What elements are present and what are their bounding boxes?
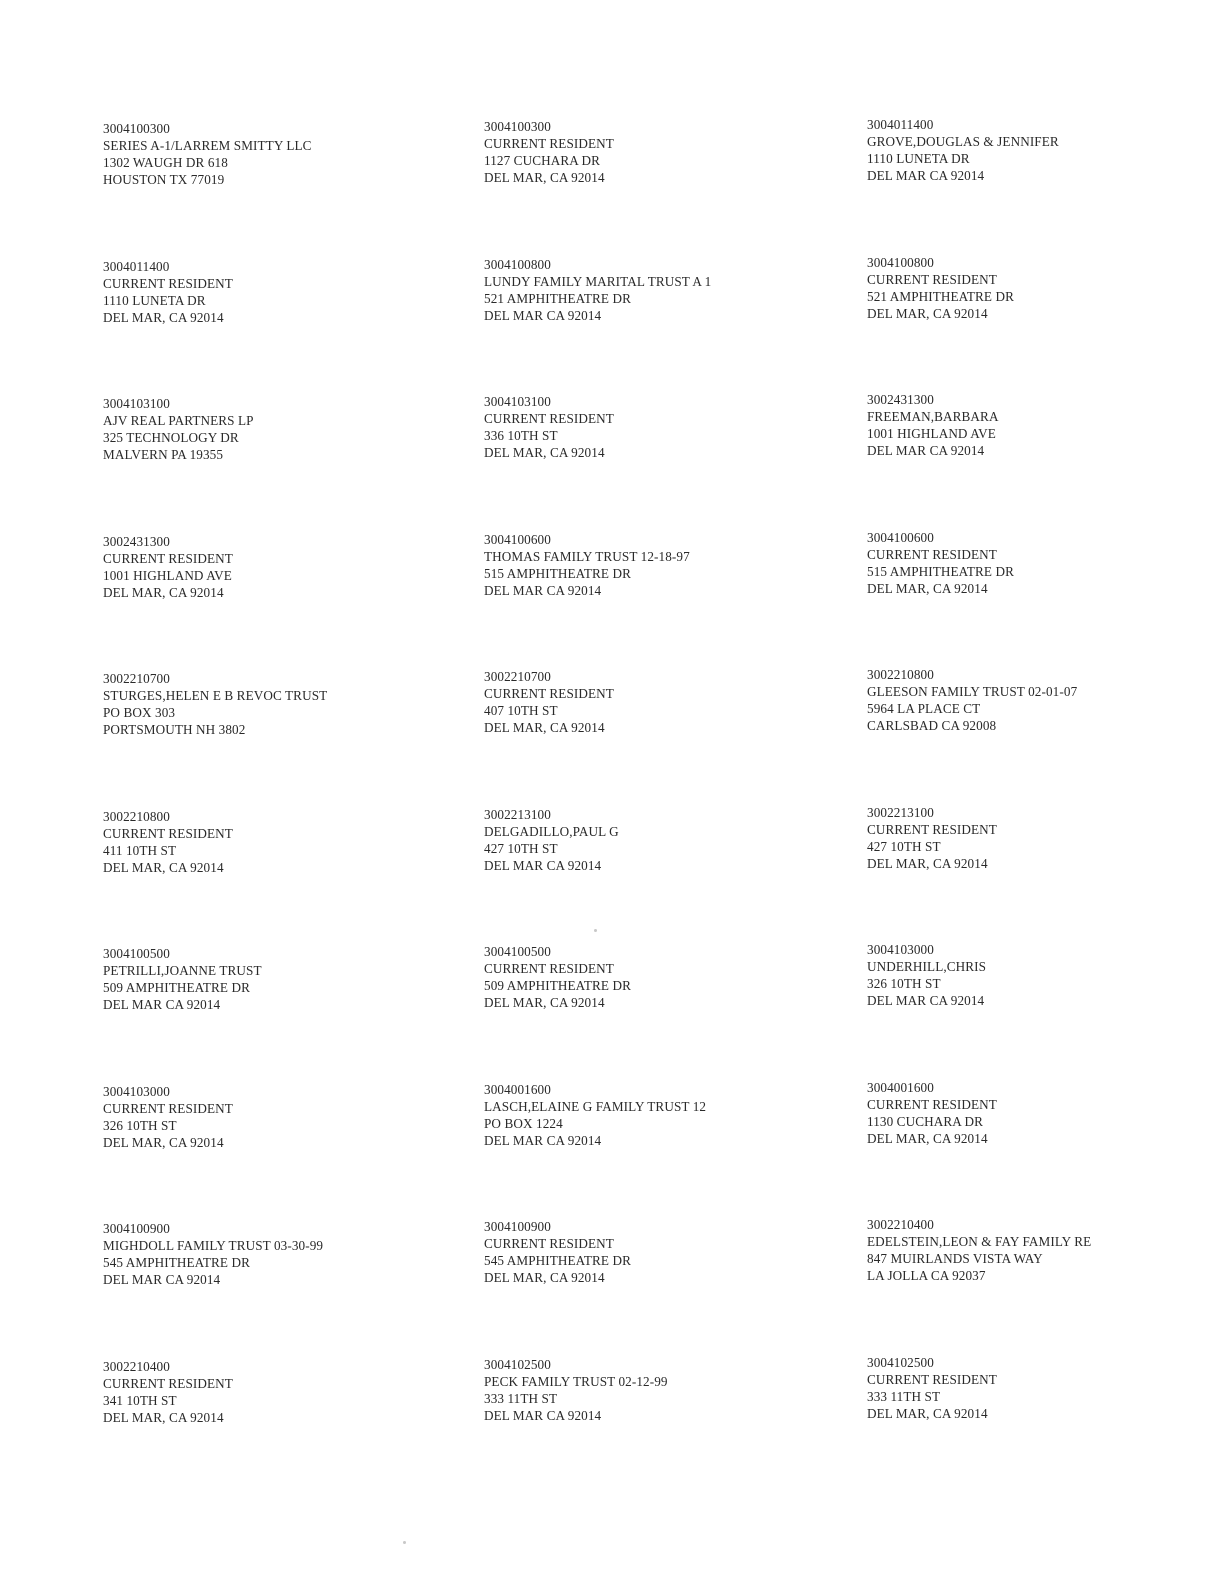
label-street: 545 AMPHITHEATRE DR: [103, 1255, 250, 1270]
label-parcel: 3004103000: [103, 1084, 170, 1099]
mailing-label: [103, 395, 433, 463]
label-parcel: 3004001600: [867, 1080, 934, 1095]
mailing-label: [103, 1220, 433, 1288]
label-city: DEL MAR, CA 92014: [103, 1135, 224, 1150]
label-city: DEL MAR CA 92014: [484, 1133, 602, 1148]
mailing-label: [484, 256, 814, 324]
label-city: DEL MAR, CA 92014: [484, 720, 605, 735]
label-parcel: 3004100800: [867, 255, 934, 270]
label-street: 333 11TH ST: [867, 1389, 941, 1404]
label-parcel: 3004103000: [867, 942, 934, 957]
label-parcel: 3004100500: [103, 946, 170, 961]
label-parcel: 3004103100: [484, 394, 551, 409]
label-city: DEL MAR, CA 92014: [103, 310, 224, 325]
mailing-label: [103, 1358, 433, 1426]
mailing-label: [484, 668, 814, 736]
label-city: DEL MAR CA 92014: [484, 308, 602, 323]
label-parcel: 3004100600: [484, 532, 551, 547]
label-parcel: 3004100900: [484, 1219, 551, 1234]
label-name: CURRENT RESIDENT: [103, 1376, 233, 1391]
mailing-label: [103, 808, 433, 876]
label-city: DEL MAR, CA 92014: [103, 585, 224, 600]
label-name: AJV REAL PARTNERS LP: [103, 413, 254, 428]
label-city: DEL MAR, CA 92014: [103, 860, 224, 875]
label-city: MALVERN PA 19355: [103, 447, 224, 462]
label-street: 5964 LA PLACE CT: [867, 701, 981, 716]
mailing-label: [484, 1356, 814, 1424]
mailing-label: [103, 670, 433, 738]
label-name: EDELSTEIN,LEON & FAY FAMILY RE: [867, 1234, 1092, 1249]
label-parcel: 3004103100: [103, 396, 170, 411]
mailing-label: [484, 1218, 814, 1286]
label-name: THOMAS FAMILY TRUST 12-18-97: [484, 549, 690, 564]
label-parcel: 3002431300: [103, 534, 170, 549]
label-street: 521 AMPHITHEATRE DR: [484, 291, 631, 306]
mailing-label: [867, 941, 1197, 1009]
mailing-label: [484, 943, 814, 1011]
mailing-label: [867, 666, 1197, 734]
label-city: DEL MAR, CA 92014: [484, 445, 605, 460]
label-street: 326 10TH ST: [103, 1118, 177, 1133]
label-parcel: 3002210400: [867, 1217, 934, 1232]
label-name: CURRENT RESIDENT: [867, 1097, 997, 1112]
label-name: MIGHDOLL FAMILY TRUST 03-30-99: [103, 1238, 324, 1253]
label-street: 427 10TH ST: [484, 841, 558, 856]
label-name: LASCH,ELAINE G FAMILY TRUST 12: [484, 1099, 707, 1114]
label-name: CURRENT RESIDENT: [484, 1236, 614, 1251]
label-name: CURRENT RESIDENT: [103, 826, 233, 841]
mailing-label: [484, 806, 814, 874]
label-name: CURRENT RESIDENT: [867, 1372, 997, 1387]
label-name: CURRENT RESIDENT: [103, 1101, 233, 1116]
label-name: GLEESON FAMILY TRUST 02-01-07: [867, 684, 1078, 699]
label-parcel: 3004100300: [103, 121, 170, 136]
label-city: DEL MAR, CA 92014: [484, 170, 605, 185]
label-city: DEL MAR, CA 92014: [867, 1131, 988, 1146]
label-street: 1001 HIGHLAND AVE: [103, 568, 232, 583]
label-street: PO BOX 1224: [484, 1116, 563, 1131]
label-street: 1130 CUCHARA DR: [867, 1114, 984, 1129]
mailing-label: [867, 529, 1197, 597]
label-parcel: 3002213100: [484, 807, 551, 822]
label-street: 427 10TH ST: [867, 839, 941, 854]
label-street: 509 AMPHITHEATRE DR: [484, 978, 631, 993]
label-parcel: 3004011400: [103, 259, 170, 274]
mailing-label: [867, 1079, 1197, 1147]
mailing-label: [867, 116, 1197, 184]
label-street: 341 10TH ST: [103, 1393, 177, 1408]
label-street: 1110 LUNETA DR: [103, 293, 206, 308]
label-parcel: 3002210800: [103, 809, 170, 824]
label-name: GROVE,DOUGLAS & JENNIFER: [867, 134, 1059, 149]
label-city: DEL MAR CA 92014: [484, 858, 602, 873]
mailing-label: [867, 254, 1197, 322]
label-name: CURRENT RESIDENT: [484, 961, 614, 976]
mailing-label: [484, 1081, 814, 1149]
label-city: DEL MAR CA 92014: [867, 993, 985, 1008]
label-street: 407 10TH ST: [484, 703, 558, 718]
label-street: 326 10TH ST: [867, 976, 941, 991]
mailing-label: [484, 393, 814, 461]
label-parcel: 3002213100: [867, 805, 934, 820]
mailing-label: [103, 533, 433, 601]
mailing-label: [867, 1216, 1197, 1284]
label-name: CURRENT RESIDENT: [103, 551, 233, 566]
label-parcel: 3004100900: [103, 1221, 170, 1236]
label-city: DEL MAR CA 92014: [103, 997, 221, 1012]
label-street: PO BOX 303: [103, 705, 176, 720]
mailing-label: [103, 945, 433, 1013]
label-name: CURRENT RESIDENT: [103, 276, 233, 291]
label-city: DEL MAR CA 92014: [867, 168, 985, 183]
label-parcel: 3004100600: [867, 530, 934, 545]
label-street: 521 AMPHITHEATRE DR: [867, 289, 1014, 304]
label-city: DEL MAR, CA 92014: [867, 306, 988, 321]
label-street: 1001 HIGHLAND AVE: [867, 426, 996, 441]
label-name: CURRENT RESIDENT: [484, 686, 614, 701]
label-city: HOUSTON TX 77019: [103, 172, 225, 187]
label-parcel: 3004102500: [484, 1357, 551, 1372]
label-street: 515 AMPHITHEATRE DR: [484, 566, 631, 581]
label-parcel: 3002210700: [103, 671, 170, 686]
label-street: 847 MUIRLANDS VISTA WAY: [867, 1251, 1043, 1266]
label-parcel: 3002210800: [867, 667, 934, 682]
label-parcel: 3004001600: [484, 1082, 551, 1097]
label-city: PORTSMOUTH NH 3802: [103, 722, 246, 737]
mailing-label: [867, 391, 1197, 459]
label-parcel: 3002210400: [103, 1359, 170, 1374]
label-street: 1110 LUNETA DR: [867, 151, 970, 166]
label-name: UNDERHILL,CHRIS: [867, 959, 987, 974]
label-parcel: 3004100300: [484, 119, 551, 134]
label-street: 1302 WAUGH DR 618: [103, 155, 228, 170]
label-city: DEL MAR, CA 92014: [867, 581, 988, 596]
label-city: DEL MAR, CA 92014: [867, 856, 988, 871]
label-city: DEL MAR CA 92014: [484, 1408, 602, 1423]
label-name: PECK FAMILY TRUST 02-12-99: [484, 1374, 668, 1389]
label-street: 545 AMPHITHEATRE DR: [484, 1253, 631, 1268]
mailing-label: [484, 118, 814, 186]
label-name: SERIES A-1/LARREM SMITTY LLC: [103, 138, 312, 153]
label-name: CURRENT RESIDENT: [867, 272, 997, 287]
label-street: 411 10TH ST: [103, 843, 177, 858]
label-parcel: 3004102500: [867, 1355, 934, 1370]
label-parcel: 3004011400: [867, 117, 934, 132]
label-street: 509 AMPHITHEATRE DR: [103, 980, 250, 995]
label-street: 325 TECHNOLOGY DR: [103, 430, 239, 445]
label-street: 515 AMPHITHEATRE DR: [867, 564, 1014, 579]
mailing-label: [103, 1083, 433, 1151]
label-city: LA JOLLA CA 92037: [867, 1268, 986, 1283]
label-street: 1127 CUCHARA DR: [484, 153, 601, 168]
mailing-label: [103, 120, 433, 188]
label-parcel: 3004100800: [484, 257, 551, 272]
label-name: FREEMAN,BARBARA: [867, 409, 999, 424]
label-city: DEL MAR, CA 92014: [484, 995, 605, 1010]
label-city: DEL MAR CA 92014: [103, 1272, 221, 1287]
label-name: DELGADILLO,PAUL G: [484, 824, 619, 839]
mailing-label: [867, 804, 1197, 872]
mailing-label: [103, 258, 433, 326]
label-city: CARLSBAD CA 92008: [867, 718, 997, 733]
label-city: DEL MAR, CA 92014: [484, 1270, 605, 1285]
scan-speck: [403, 1541, 406, 1544]
scan-speck: [594, 929, 597, 932]
label-city: DEL MAR CA 92014: [867, 443, 985, 458]
label-name: PETRILLI,JOANNE TRUST: [103, 963, 262, 978]
label-parcel: 3002210700: [484, 669, 551, 684]
label-name: LUNDY FAMILY MARITAL TRUST A 1: [484, 274, 712, 289]
label-city: DEL MAR CA 92014: [484, 583, 602, 598]
label-parcel: 3004100500: [484, 944, 551, 959]
label-name: STURGES,HELEN E B REVOC TRUST: [103, 688, 328, 703]
label-parcel: 3002431300: [867, 392, 934, 407]
label-name: CURRENT RESIDENT: [484, 136, 614, 151]
label-name: CURRENT RESIDENT: [867, 822, 997, 837]
label-city: DEL MAR, CA 92014: [867, 1406, 988, 1421]
label-name: CURRENT RESIDENT: [867, 547, 997, 562]
label-city: DEL MAR, CA 92014: [103, 1410, 224, 1425]
mailing-label: [867, 1354, 1197, 1422]
mailing-label: [484, 531, 814, 599]
label-name: CURRENT RESIDENT: [484, 411, 614, 426]
label-street: 333 11TH ST: [484, 1391, 558, 1406]
label-street: 336 10TH ST: [484, 428, 558, 443]
